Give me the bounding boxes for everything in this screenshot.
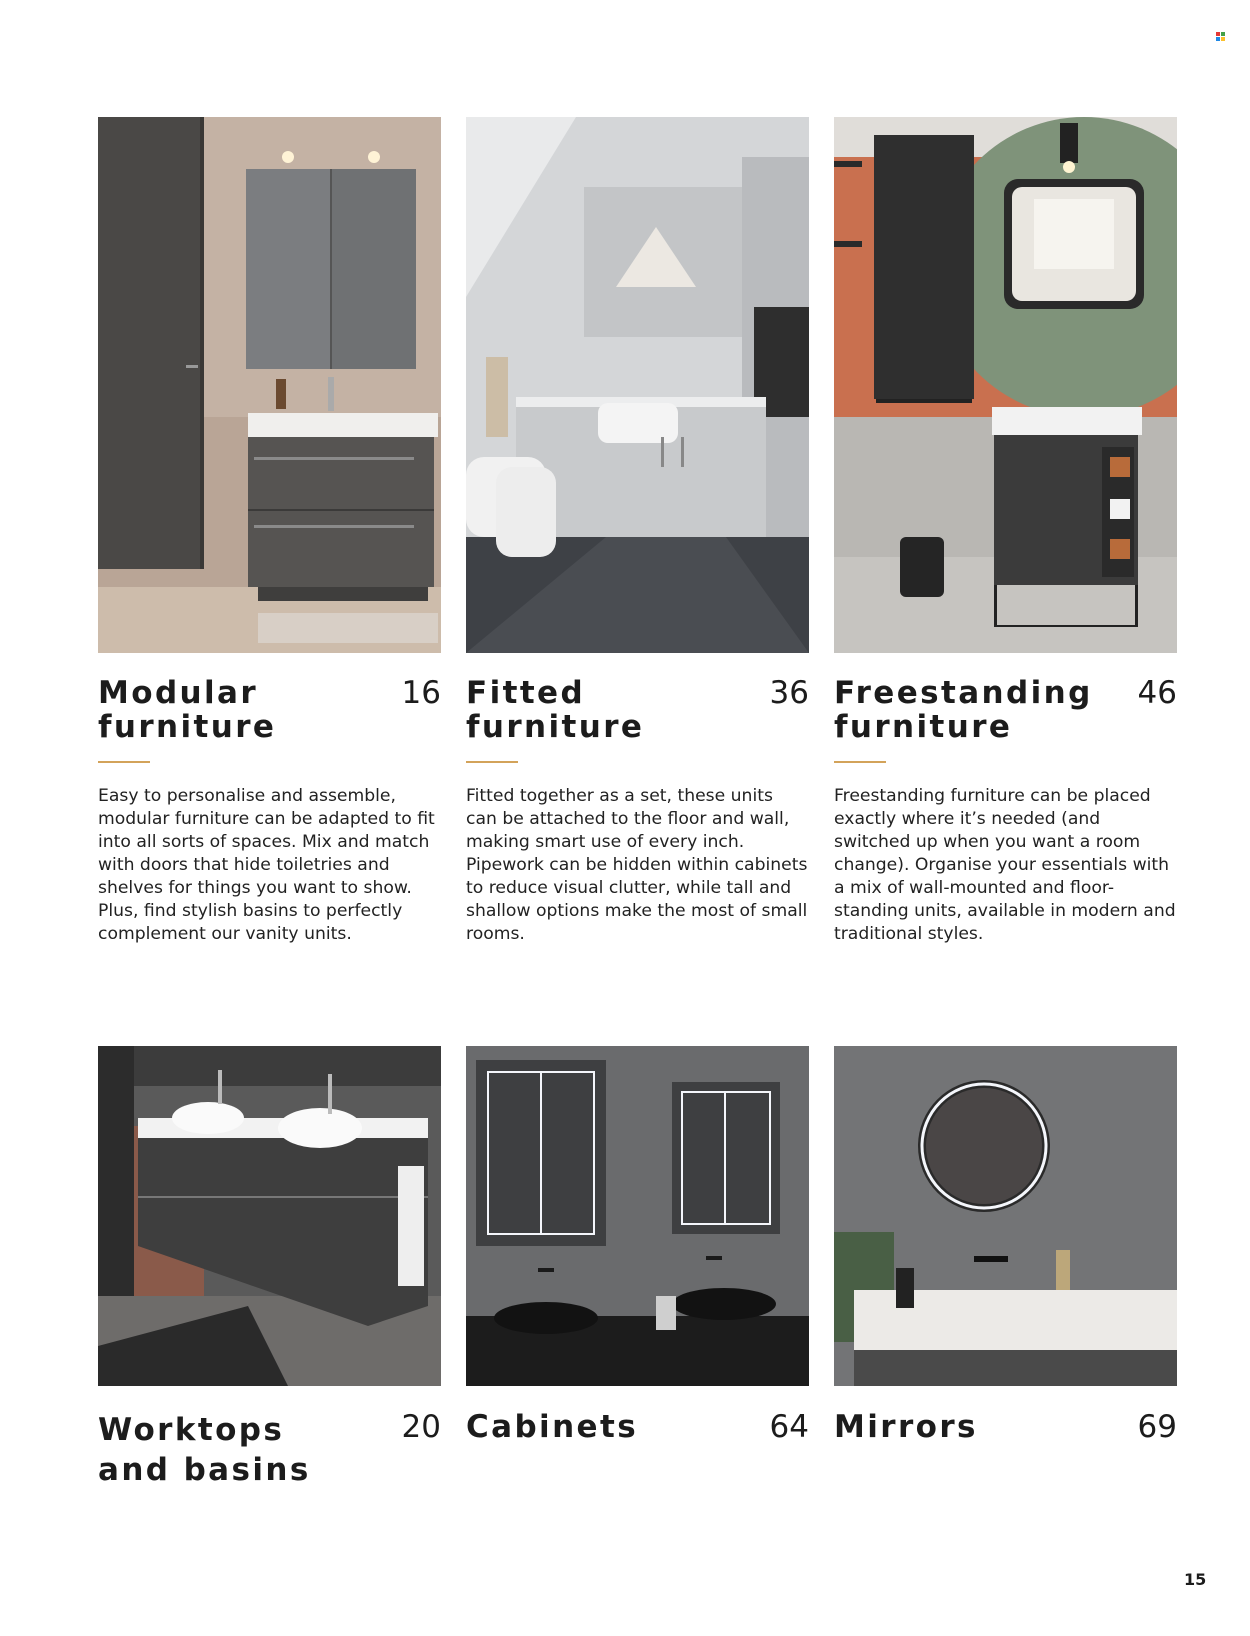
fitted-furniture-photo <box>466 117 809 653</box>
section-title: Modular furniture <box>98 675 277 745</box>
section-page-number: 69 <box>1137 1409 1177 1445</box>
section-title: Worktops and basins <box>98 1412 311 1488</box>
section-page-number: 36 <box>769 675 809 711</box>
section-description: Easy to personalise and assemble, modular furniture can be adapted to fit into all sorts of spaces. Mix and match with doors that hide toiletries and shelves for things you want to show. Plus, find stylish basins to perfectly complement our vanity units. <box>98 786 435 944</box>
page-number: 15 <box>1184 1570 1207 1589</box>
section-description: Fitted together as a set, these units can be attached to the floor and wall, making smart use of every inch. Pipework can be hidden within cabinets to reduce visual clutter, while tall and shallow options make the most of small rooms. <box>466 786 808 944</box>
section-description: Freestanding furniture can be placed exactly where it’s needed (and switched up when you want a room change). Organise your essentials with a mix of wall-mounted and floor-standing units, available in modern and traditional styles. <box>834 786 1176 944</box>
mirrors-photo <box>834 1046 1177 1386</box>
section-page-number: 46 <box>1137 675 1177 711</box>
section-page-number: 20 <box>401 1409 441 1445</box>
section-page-number: 16 <box>401 675 441 711</box>
accent-divider <box>98 761 150 763</box>
section-title: Fitted furniture <box>466 675 645 745</box>
accent-divider <box>466 761 518 763</box>
cabinets-photo <box>466 1046 809 1386</box>
freestanding-furniture-photo <box>834 117 1177 653</box>
section-title: Freestanding furniture <box>834 675 1093 745</box>
section-title: Cabinets <box>466 1409 639 1445</box>
modular-furniture-photo <box>98 117 441 653</box>
accent-divider <box>834 761 886 763</box>
brand-logo-icon <box>1216 32 1226 42</box>
section-page-number: 64 <box>769 1409 809 1445</box>
worktops-and-basins-photo <box>98 1046 441 1386</box>
section-title: Mirrors <box>834 1409 978 1445</box>
